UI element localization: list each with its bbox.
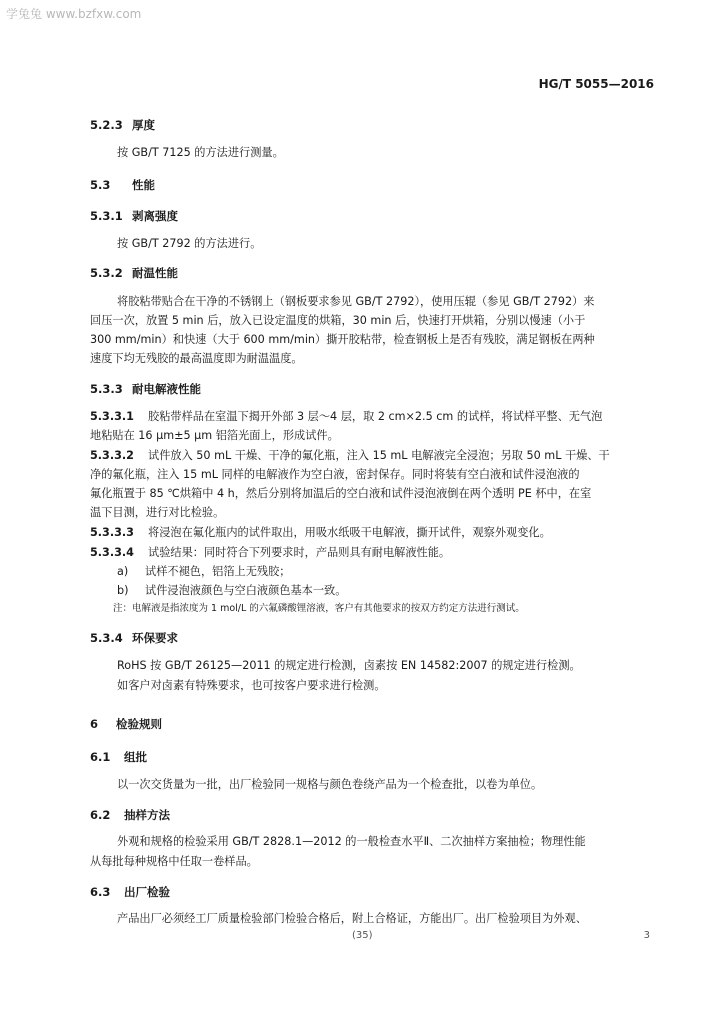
section-number: 5.2.3 [90,118,123,132]
paragraph-line: 外观和规格的检验采用 GB/T 2828.1—2012 的一般检查水平Ⅱ、二次抽样方案抽检；物理性能 [117,835,586,848]
clause-5-3-3-4 [90,544,450,560]
section-number: 5.3 [90,178,111,192]
section-number: 5.3.3 [90,382,123,396]
note: 注：电解液是指浓度为 1 mol/L 的六氟磷酸锂溶液，客户有其他要求的按双方约定方法进行测试。 [113,603,525,614]
heading-5-3-3 [90,381,201,397]
section-title: 环保要求 [132,631,179,645]
paragraph-line: RoHS 按 GB/T 26125—2011 的规定进行检测，卤素按 EN 14582:2007 的规定进行检测。 [117,659,581,672]
section-number: 5.3.4 [90,631,123,645]
paragraph-line: 试验结果：同时符合下列要求时，产品则具有耐电解液性能。 [148,546,451,559]
paragraph-line: 以一次交货量为一批，出厂检验同一规格与颜色卷绕产品为一个检查批，以卷为单位。 [117,778,543,791]
paragraph-line: 净的氟化瓶，注入 15 mL 同样的电解液作为空白液，密封保存。同时将装有空白液和试件浸泡液的 [90,468,580,481]
section-number: 6.2 [90,808,111,822]
heading-5-2-3 [90,117,155,133]
heading-6-1 [90,749,147,765]
paragraph-line: 300 mm/min）和快速（大于 600 mm/min）撕开胶粘带，检查钢板上是否有残胶，满足钢板在两种 [90,333,595,346]
section-number: 6.1 [90,750,111,764]
watermark: 学兔兔 www.bzfxw.com [6,7,142,21]
list-item [117,582,346,598]
paragraph-line: 将胶粘带贴合在干净的不锈钢上（钢板要求参见 GB/T 2792），使用压辊（参见 GB/T 2792）来 [117,295,595,308]
heading-5-3 [90,177,155,193]
paragraph-line: 试件放入 50 mL 干燥、干净的氟化瓶，注入 15 mL 电解液完全浸泡；另取 50 mL 干燥、干 [148,449,610,462]
paragraph: 按 GB/T 7125 的方法进行测量。 [117,146,284,159]
section-title: 出厂检验 [124,885,171,899]
paragraph: 按 GB/T 2792 的方法进行。 [117,237,262,250]
clause-5-3-3-3 [90,524,551,540]
section-title: 剥离强度 [132,209,179,223]
heading-5-3-2 [90,265,178,281]
paragraph-line: 胶粘带样品在室温下揭开外部 3 层～4 层，取 2 cm×2.5 cm 的试样，将试样平整、无气泡 [148,410,603,423]
clause-number: 5.3.3.4 [90,546,134,559]
section-number: 5.3.1 [90,209,123,223]
heading-6-3 [90,884,170,900]
clause-number: 5.3.3.1 [90,410,134,423]
list-text: 试件浸泡液颜色与空白液颜色基本一致。 [145,584,347,597]
clause-5-3-3-1 [90,408,602,424]
list-text: 试样不褪色，铝箔上无残胶； [145,565,291,578]
paragraph-line: 温下目测，进行对比检验。 [90,506,225,519]
section-title: 耐电解液性能 [132,382,202,396]
standard-id: HG/T 5055—2016 [538,77,654,91]
heading-5-3-1 [90,208,178,224]
clause-5-3-3-2 [90,447,610,463]
page-sequence: (35) [352,930,373,941]
section-title: 检验规则 [116,717,163,731]
list-label: a) [117,565,129,578]
paragraph-line: 从每批每种规格中任取一卷样品。 [90,855,258,868]
section-number: 6.3 [90,885,111,899]
paragraph-line: 将浸泡在氟化瓶内的试件取出，用吸水纸吸干电解液，撕开试件，观察外观变化。 [148,526,551,539]
heading-5-3-4 [90,630,178,646]
clause-number: 5.3.3.3 [90,526,134,539]
section-number: 5.3.2 [90,266,123,280]
paragraph-line: 速度下均无残胶的最高温度即为耐温温度。 [90,352,303,365]
list-item [117,563,290,579]
list-label: b) [117,584,129,597]
section-title: 组批 [124,750,148,764]
section-title: 性能 [132,178,156,192]
clause-number: 5.3.3.2 [90,449,134,462]
paragraph-line: 回压一次，放置 5 min 后，放入已设定温度的烘箱，30 min 后，快速打开烘箱，分别以慢速（小于 [90,314,586,327]
section-title: 抽样方法 [124,808,171,822]
heading-6 [90,716,162,732]
section-title: 厚度 [132,118,156,132]
paragraph-line: 产品出厂必须经工厂质量检验部门检验合格后，附上合格证，方能出厂。出厂检验项目为外观、 [117,912,587,925]
paragraph-line: 地粘贴在 16 μm±5 μm 铝箔光面上，形成试件。 [90,429,339,442]
section-title: 耐温性能 [132,266,179,280]
section-number: 6 [90,717,99,731]
paragraph-line: 如客户对卤素有特殊要求，也可按客户要求进行检测。 [117,679,386,692]
paragraph-line: 氟化瓶置于 85 ℃烘箱中 4 h，然后分别将加温后的空白液和试件浸泡液倒在两个透明 PE 杯中，在室 [90,487,592,500]
page-number: 3 [643,930,650,941]
heading-6-2 [90,807,170,823]
